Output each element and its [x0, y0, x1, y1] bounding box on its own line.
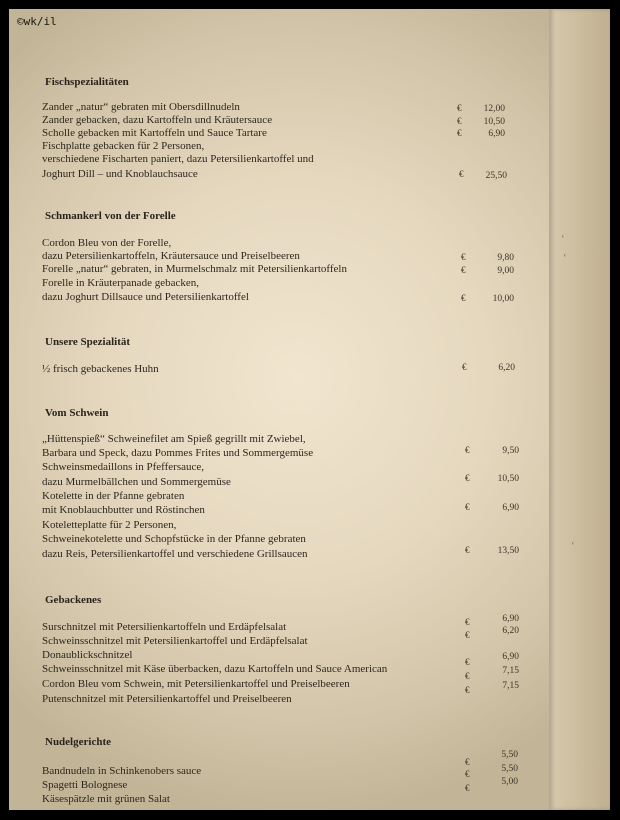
page-mark: ʻ [561, 233, 565, 245]
menu-line: mit Knoblauchbutter und Röstinchen [42, 504, 205, 516]
euro-sign: € [461, 265, 466, 275]
menu-line: Koteletteplatte für 2 Personen, [42, 519, 177, 531]
menu-line: Schweinekotelette und Schopfstücke in der Pfanne gebraten [42, 533, 306, 545]
euro-sign: € [457, 103, 462, 113]
menu-line: verschiedene Fischarten paniert, dazu Petersilienkartoffel und [42, 153, 314, 165]
menu-line: Joghurt Dill – und Knoblauchsauce [42, 168, 198, 180]
price: 6,90 [488, 129, 505, 139]
menu-line: „Hüttenspieß“ Schweinefilet am Spieß gegrillt mit Zwiebel, [42, 433, 306, 445]
menu-page [9, 9, 610, 810]
price: 9,80 [497, 253, 514, 263]
euro-sign: € [465, 445, 470, 455]
page-mark: ʻ [571, 540, 575, 552]
menu-line: Spagetti Bolognese [42, 779, 128, 791]
euro-sign: € [465, 657, 470, 667]
price: 10,50 [497, 474, 519, 484]
menu-line: Bandnudeln in Schinkenobers sauce [42, 765, 202, 777]
price: 9,00 [497, 266, 514, 276]
euro-sign: € [465, 783, 470, 793]
menu-line: Fischplatte gebacken für 2 Personen, [42, 140, 205, 152]
euro-sign: € [457, 116, 462, 126]
price: 6,20 [498, 363, 515, 373]
price: 6,90 [502, 503, 519, 513]
euro-sign: € [461, 252, 466, 262]
price: 6,20 [502, 626, 519, 636]
menu-line: Zander gebacken, dazu Kartoffeln und Kräutersauce [42, 114, 273, 126]
menu-line: Käsespätzle mit grünen Salat [42, 793, 170, 805]
watermark: ©wk/il [17, 15, 57, 28]
menu-line: dazu Murmelbällchen und Sommergemüse [42, 476, 231, 488]
euro-sign: € [465, 617, 470, 627]
menu-line: dazu Reis, Petersilienkartoffel und verschiedene Grillsaucen [42, 548, 308, 560]
euro-sign: € [465, 630, 470, 640]
price: 6,90 [502, 652, 519, 662]
euro-sign: € [465, 685, 470, 695]
price: 7,15 [502, 681, 519, 691]
menu-line: Schweinsschnitzel mit Käse überbacken, dazu Kartoffeln und Sauce American [42, 663, 388, 675]
menu-line: Schweinsschnitzel mit Petersilienkartoffel und Erdäpfelsalat [42, 635, 308, 647]
price: 5,50 [501, 750, 518, 760]
euro-sign: € [457, 128, 462, 138]
menu-line: Kotelette in der Pfanne gebraten [42, 490, 185, 502]
price: 25,50 [485, 171, 507, 181]
price: 9,50 [502, 446, 519, 456]
menu-line: Barbara und Speck, dazu Pommes Frites und Sommergemüse [42, 447, 314, 459]
euro-sign: € [465, 757, 470, 767]
page-mark: ʻ [563, 252, 567, 264]
menu-line: Cordon Bleu von der Forelle, [42, 237, 172, 249]
menu-line: Donaublickschnitzel [42, 649, 133, 661]
menu-line: Schweinsmedaillons in Pfeffersauce, [42, 461, 205, 473]
section-title-schwein: Vom Schwein [45, 407, 109, 419]
section-title-fisch: Fischspezialitäten [45, 76, 129, 88]
page-edge [549, 9, 610, 810]
section-title-forelle: Schmankerl von der Forelle [45, 210, 176, 222]
price: 6,90 [502, 614, 519, 624]
price: 12,00 [483, 104, 505, 114]
euro-sign: € [465, 671, 470, 681]
menu-line: Putenschnitzel mit Petersilienkartoffel und Preiselbeeren [42, 693, 292, 705]
menu-line: Scholle gebacken mit Kartoffeln und Sauce Tartare [42, 127, 267, 139]
euro-sign: € [465, 769, 470, 779]
menu-line: Cordon Bleu vom Schwein, mit Petersilienkartoffel und Preiselbeeren [42, 678, 350, 690]
euro-sign: € [461, 293, 466, 303]
euro-sign: € [459, 169, 464, 179]
euro-sign: € [465, 545, 470, 555]
price: 5,50 [501, 764, 518, 774]
euro-sign: € [462, 362, 467, 372]
menu-line: Forelle „natur“ gebraten, in Murmelschmalz mit Petersilienkartoffeln [42, 263, 347, 275]
euro-sign: € [465, 473, 470, 483]
price: 7,15 [502, 666, 519, 676]
price: 13,50 [497, 546, 519, 556]
menu-line: dazu Petersilienkartoffeln, Kräutersauce und Preiselbeeren [42, 250, 300, 262]
section-title-spezialitaet: Unsere Spezialität [45, 336, 131, 348]
menu-line: Surschnitzel mit Petersilienkartoffeln und Erdäpfelsalat [42, 621, 287, 633]
price: 10,50 [483, 117, 505, 127]
section-title-gebackenes: Gebackenes [45, 594, 102, 606]
menu-line: ½ frisch gebackenes Huhn [42, 363, 159, 375]
section-title-nudel: Nudelgerichte [45, 736, 111, 748]
euro-sign: € [465, 502, 470, 512]
menu-line: Zander „natur“ gebraten mit Obersdillnudeln [42, 101, 240, 113]
price: 5,00 [501, 777, 518, 787]
price: 10,00 [492, 294, 514, 304]
menu-line: dazu Joghurt Dillsauce und Petersilienkartoffel [42, 291, 249, 303]
menu-line: Forelle in Kräuterpanade gebacken, [42, 277, 199, 289]
